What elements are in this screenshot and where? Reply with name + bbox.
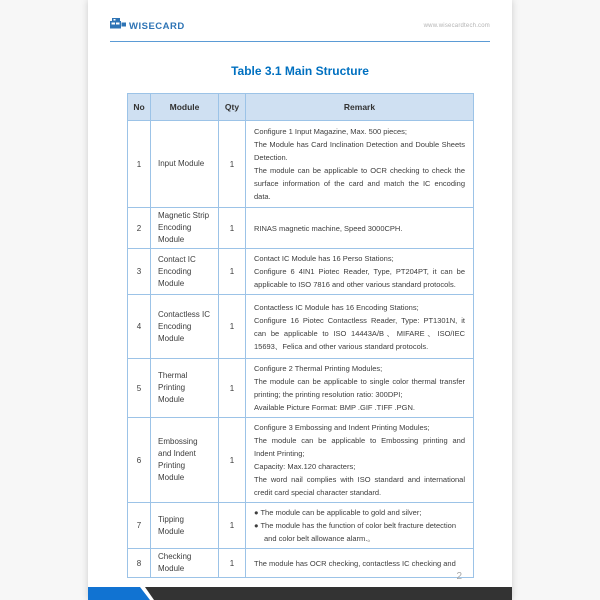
remark-line: Configure 2 Thermal Printing Modules;	[254, 364, 383, 373]
remark-line: Configure 3 Embossing and Indent Printing Modules;	[254, 423, 430, 432]
remark-line: Configure 16 Piotec Contactless Reader, Type: PT1301N, it can be applicable to ISO 14443A/B、MIFARE、ISO/IEC 15693、Felica and other various standard protocols.	[254, 315, 465, 351]
remark-line: Contactless IC Module has 16 Encoding Stations;	[254, 302, 419, 312]
cell-remark	[246, 295, 474, 359]
remark-line: Configure 1 Input Magazine, Max. 500 pieces;	[254, 127, 408, 136]
col-header-qty: Qty	[219, 94, 246, 121]
cell-remark	[246, 359, 474, 418]
cell-module: Contactless IC Encoding Module	[151, 295, 219, 359]
cell-qty: 1	[219, 549, 246, 578]
col-header-module: Module	[151, 94, 219, 121]
cell-qty: 1	[219, 295, 246, 359]
cell-remark	[246, 249, 474, 295]
footer-accent-shape	[88, 587, 150, 600]
header-website-url: www.wisecardtech.com	[423, 23, 490, 29]
page-header	[110, 16, 490, 36]
cell-no: 5	[128, 359, 151, 418]
cell-module: Tipping Module	[151, 503, 219, 549]
cell-no: 3	[128, 249, 151, 295]
table-row	[128, 295, 474, 359]
table-row	[128, 249, 474, 295]
cell-module: Contact IC Encoding Module	[151, 249, 219, 295]
brand-logo	[110, 17, 185, 35]
cell-qty: 1	[219, 418, 246, 503]
remark-line: Available Picture Format: BMP .GIF .TIFF .PGN.	[254, 403, 416, 412]
remark-line: The module can be applicable to Embossing printing and Indent Printing;	[254, 436, 465, 458]
cell-qty: 1	[219, 249, 246, 295]
remark-line: RINAS magnetic machine, Speed 3000CPH.	[254, 223, 403, 233]
table-row	[128, 121, 474, 208]
cell-qty: 1	[219, 359, 246, 418]
table-row	[128, 359, 474, 418]
cell-remark	[246, 208, 474, 249]
remark-bullet-line: ● The module has the function of color belt fracture detection and color belt allowance alarm.。	[254, 521, 457, 543]
cell-module: Embossing and Indent Printing Module	[151, 418, 219, 503]
page-number: 2	[456, 571, 462, 582]
cell-remark	[246, 503, 474, 549]
cell-module: Magnetic Strip Encoding Module	[151, 208, 219, 249]
cell-remark	[246, 121, 474, 208]
cell-remark	[246, 418, 474, 503]
cell-no: 7	[128, 503, 151, 549]
cell-module: Input Module	[151, 121, 219, 208]
cell-remark	[246, 549, 474, 578]
cell-qty: 1	[219, 208, 246, 249]
table-row	[128, 503, 474, 549]
remark-line: The module can be applicable to single color thermal transfer printing; the printing resolution ratio: 300DPI;	[254, 377, 465, 399]
table-row	[128, 549, 474, 578]
cell-module: Checking Module	[151, 549, 219, 578]
col-header-remark: Remark	[246, 94, 474, 121]
cell-no: 2	[128, 208, 151, 249]
table-row	[128, 208, 474, 249]
cell-qty: 1	[219, 503, 246, 549]
table-title: Table 3.1 Main Structure	[231, 64, 369, 78]
remark-line: The Module has Card Inclination Detection and Double Sheets Detection.	[254, 140, 465, 162]
brand-name: WISECARD	[129, 20, 185, 32]
footer-bar	[88, 587, 512, 600]
cell-no: 1	[128, 121, 151, 208]
wisecard-logo-icon	[110, 17, 126, 35]
remark-line: The module has OCR checking, contactless IC checking and	[254, 558, 456, 568]
remark-bullet-line: ● The module can be applicable to gold and silver;	[254, 508, 422, 517]
main-structure-table	[127, 93, 474, 578]
header-divider	[110, 41, 490, 42]
cell-module: Thermal Printing Module	[151, 359, 219, 418]
table-row	[128, 418, 474, 503]
remark-line: The word nail complies with ISO standard and international credit card special character standard.	[254, 475, 465, 497]
remark-line: Capacity: Max.120 characters;	[254, 462, 356, 471]
col-header-no: No	[128, 94, 151, 121]
remark-line: The module can be applicable to OCR checking to check the surface information of the card and match the IC encoding data.	[254, 166, 465, 201]
cell-no: 8	[128, 549, 151, 578]
cell-no: 4	[128, 295, 151, 359]
remark-line: Configure 6 4IN1 Piotec Reader, Type, PT204PT, it can be applicable to ISO 7816 and other various standard protocols.	[254, 267, 465, 289]
document-page	[88, 0, 512, 600]
footer-dark-bar	[145, 587, 512, 600]
table-header-row	[128, 94, 474, 121]
cell-no: 6	[128, 418, 151, 503]
cell-qty: 1	[219, 121, 246, 208]
remark-line: Contact IC Module has 16 Perso Stations;	[254, 254, 394, 263]
